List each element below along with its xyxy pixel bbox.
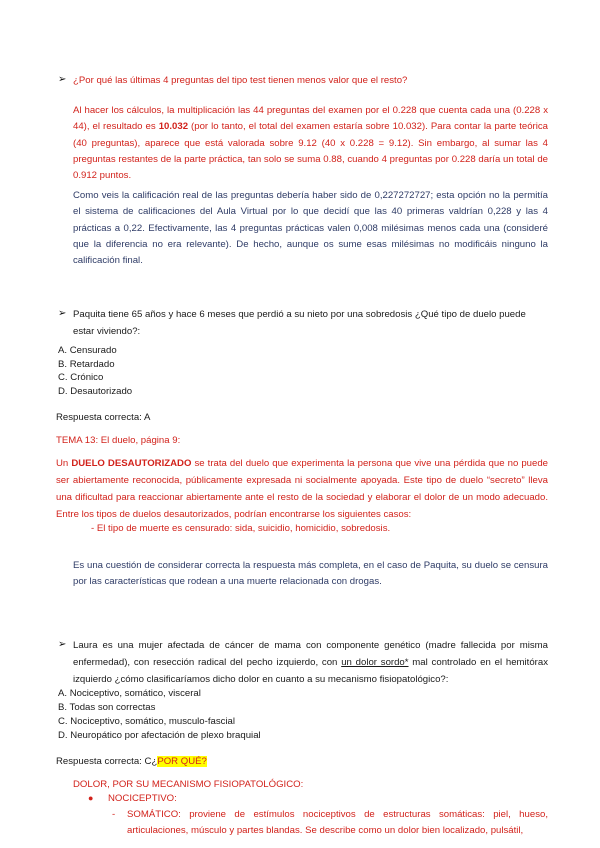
note-paragraph: Es una cuestión de considerar correcta la respuesta más completa, en el caso de Paquita, su duelo se censura por las características que rodean a una muerte relacionada con drogas. [73,560,548,588]
theme-reference: TEMA 13: El duelo, página 9: [56,435,181,446]
option-a: A. Nociceptivo, somático, visceral [58,688,201,699]
option-d: D. Desautorizado [58,386,133,397]
bullet-icon: ● [88,793,94,803]
option-b: B. Todas son correctas [58,702,156,713]
why-highlight: POR QUÉ? [157,756,207,767]
arrow-bullet-icon: ➢ [58,74,67,85]
question-1: ¿Por qué las últimas 4 preguntas del tipo test tienen menos valor que el resto? [73,75,408,86]
option-b: B. Retardado [58,359,115,370]
mechanism-title: DOLOR, POR SU MECANISMO FISIOPATOLÓGICO: [73,779,304,790]
somatic-description: - SOMÁTICO: proviene de estímulos nociceptivos de estructuras somáticas: piel, hueso, articulaciones, músculo y partes blandas. Se describe como un dolor bien localizado, pulsátil, [112,809,548,836]
option-d: D. Neuropático por afectación de plexo braquial [58,730,261,741]
nociceptive-label: NOCICEPTIVO: [108,793,177,804]
option-c: C. Nociceptivo, somático, musculo-fascial [58,716,236,727]
duelo-explanation: Un DUELO DESAUTORIZADO se trata del duelo que experimenta la persona que vive una pérdida que no puede ser abiertamente reconocida, públicamente expresada ni socialmente apoyada. Este tipo de duelo “secreto” lleva una dificultad para reaccionar abiertamente ante el resto de la sociedad y elaborar el dolor de un modo adecuado. Entre los tipos de duelos desautorizados, podrían encontrarse los siguientes casos: [56,458,548,520]
arrow-bullet-icon: ➢ [58,639,67,650]
explanation-2: Como veis la calificación real de las preguntas debería haber sido de 0,227272727; esta opción no la permitía el sistema de calificaciones del Aula Virtual por lo que decidí que las 40 primeras valdrían 0,228 y las 4 prácticas a 0,22. Efectivamente, las 4 preguntas prácticas valen 0,008 milésimas menos cada una (consideré que la diferencia no era relevante). De hecho, aunque os sume esas milésimas no modificáis ninguno la calificación final. [73,190,548,267]
arrow-bullet-icon: ➢ [58,308,67,319]
question-2: Paquita tiene 65 años y hace 6 meses que perdió a su nieto por una sobredosis ¿Qué tipo de duelo puede estar viviendo?: [73,309,526,337]
option-c: C. Crónico [58,372,104,383]
correct-answer: Respuesta correcta: A [56,412,151,423]
question-3: Laura es una mujer afectada de cáncer de mama con componente genético (madre fallecida por misma enfermedad), con resección radical del pecho izquierdo, con un dolor sordo* mal controlado en el hemitórax izquierdo ¿cómo clasificaríamos dicho dolor en cuanto a su mecanismo fisiopatológico?: [73,640,548,685]
case-item: - El tipo de muerte es censurado: sida, suicidio, homicidio, sobredosis. [91,523,391,534]
correct-answer: Respuesta correcta: C¿POR QUÉ? [56,756,207,767]
explanation-1: Al hacer los cálculos, la multiplicación las 44 preguntas del examen por el 0.228 que cuenta cada una (0.228 x 44), el resultado es 10.032 (por lo tanto, el total del examen estaría sobre 10.032). Para contar la parte teórica (40 preguntas), aparece que está valorada sobre 9.12 (40 x 0.228 = 9.12). Sin embargo, al sumar las 4 preguntas restantes de la parte práctica, tan solo se suma 0.88, cuando 4 preguntas por 0.228 daría un total de 0.912 puntos. [73,105,548,182]
option-a: A. Censurado [58,345,117,356]
